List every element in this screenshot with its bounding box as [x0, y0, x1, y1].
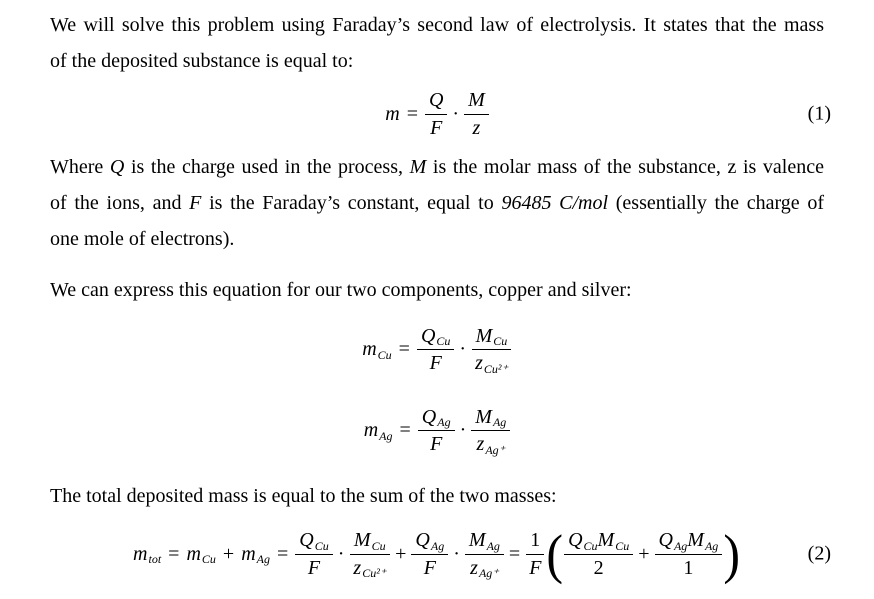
fraction-numerator: [350, 529, 390, 554]
math-var: m: [363, 419, 379, 441]
fraction: [411, 529, 448, 579]
math-var: F: [307, 556, 321, 579]
equals-sign: =: [276, 542, 289, 565]
math-var: F: [529, 556, 542, 579]
text-run: (essentially the charge of: [608, 192, 825, 214]
fraction-denominator: z: [472, 116, 481, 139]
math-var: Q: [420, 324, 436, 347]
equals-sign: =: [406, 102, 418, 125]
math-group: [133, 543, 295, 566]
math-var: Q: [658, 529, 673, 552]
math-var: z: [475, 352, 483, 374]
equation-1-math: [385, 89, 489, 139]
subscript: Ag⁺: [485, 442, 505, 457]
subscript: Ag: [430, 538, 445, 553]
subscript: Cu: [583, 538, 598, 553]
fraction-denominator: 1: [683, 556, 694, 579]
equation-2: [50, 517, 831, 591]
plus-sign: +: [395, 542, 407, 565]
fraction: [418, 406, 455, 456]
subscript: Ag: [437, 415, 451, 430]
fraction-numerator: [472, 325, 512, 350]
fraction-denominator: [471, 350, 512, 374]
middle-dot: ·: [337, 542, 345, 565]
fraction-numerator: [411, 529, 448, 554]
math-var: m: [241, 542, 256, 565]
fraction: [417, 325, 454, 375]
plus-sign: +: [638, 542, 650, 565]
fraction-numerator: 1: [526, 529, 544, 554]
fraction-numerator: Q: [425, 89, 447, 114]
subscript: Cu: [371, 538, 386, 553]
equation-cu-math: [362, 325, 512, 375]
paragraph-2-line-1: [50, 149, 824, 185]
subscript: Cu: [493, 334, 508, 349]
fraction: [564, 529, 633, 579]
fraction-numerator: [417, 325, 454, 350]
fraction-denominator: [426, 431, 446, 455]
equals-sign: =: [168, 542, 180, 565]
fraction-numerator: [295, 529, 332, 554]
equals-sign: =: [398, 338, 410, 360]
paragraph-2-line-3: [50, 221, 824, 257]
math-var: F: [423, 556, 436, 579]
equation-2-math: [133, 523, 741, 585]
fraction: [295, 529, 332, 579]
fraction: [471, 406, 510, 456]
math-var: M: [468, 529, 486, 552]
middle-dot: ·: [459, 419, 467, 441]
math-var: z: [470, 556, 478, 579]
paragraph-4-line-1: The total deposited mass is equal to the sum of the two masses:: [50, 485, 557, 507]
equation-cu: [50, 309, 824, 390]
text-run: Where: [50, 156, 110, 178]
subscript: Ag: [704, 538, 719, 553]
math-var: Q: [415, 529, 430, 552]
fraction: [465, 529, 504, 579]
math-var: F: [429, 352, 442, 374]
math-var: m: [385, 102, 400, 125]
subscript: Cu: [615, 538, 630, 553]
equation-ag-math: [364, 406, 511, 456]
subscript: Cu²⁺: [483, 361, 508, 376]
paragraph-2-line-2: [50, 185, 824, 221]
subscript: Ag: [256, 552, 270, 567]
text-run: is the charge used in the process,: [124, 156, 410, 178]
fraction-numerator: [465, 529, 504, 554]
fraction-numerator: [564, 529, 633, 554]
fraction-denominator: [525, 555, 545, 579]
fraction: [349, 529, 390, 579]
math-var: z: [476, 433, 485, 455]
subscript: Cu: [201, 552, 216, 567]
fraction-numerator: [655, 529, 723, 554]
math-var: m: [362, 338, 377, 360]
subscript: Ag: [492, 415, 507, 430]
middle-dot: ·: [453, 542, 460, 565]
equals-sign: =: [508, 542, 521, 565]
math-var: Q: [299, 529, 314, 552]
math-var: Q: [421, 405, 437, 428]
subscript: Ag⁺: [478, 566, 499, 581]
text-run: is the molar mass of the substance, z is valence: [426, 156, 824, 178]
fraction: [425, 89, 447, 139]
math-var: M: [597, 529, 615, 552]
fraction: [464, 89, 489, 139]
subscript: Cu²⁺: [362, 566, 387, 581]
open-paren: (: [546, 523, 564, 585]
equals-sign: =: [399, 419, 411, 441]
fraction-denominator: [304, 555, 324, 579]
subscript: tot: [148, 552, 162, 567]
math-var: M: [475, 405, 492, 428]
math-var: Q: [568, 529, 583, 552]
equation-number: (1): [807, 102, 831, 125]
fraction-denominator: 2: [593, 556, 604, 579]
fraction-denominator: [473, 431, 509, 455]
text-run: one mole of electrons).: [50, 228, 235, 250]
subscript: Ag: [379, 428, 393, 443]
equation-1: [50, 81, 831, 147]
plus-sign: +: [222, 542, 235, 565]
math-var: z: [353, 556, 362, 579]
math-var: F: [430, 433, 443, 455]
fraction-numerator: [418, 406, 455, 431]
fraction-denominator: [420, 555, 440, 579]
fraction-denominator: [349, 555, 390, 579]
equation-number: (2): [807, 542, 831, 565]
subscript: Cu: [314, 538, 329, 553]
subscript: Cu: [377, 347, 392, 362]
paragraph-3-line-1: We can express this equation for our two components, copper and silver:: [50, 279, 632, 301]
equation-ag: [50, 390, 824, 471]
text-run-italic: M: [409, 156, 427, 178]
paragraph-1-line-2: of the deposited substance is equal to:: [50, 50, 354, 72]
math-var: M: [687, 529, 704, 552]
text-run-italic: Q: [109, 156, 125, 178]
middle-dot: ·: [459, 338, 467, 360]
fraction-numerator: [471, 406, 510, 431]
math-group: [364, 419, 418, 442]
fraction: [471, 325, 512, 375]
math-var: M: [475, 324, 493, 347]
subscript: Ag: [673, 538, 688, 553]
close-paren: ): [723, 523, 740, 585]
math-var: M: [353, 529, 371, 552]
text-run: of the ions, and: [50, 192, 190, 214]
fraction-denominator: [466, 555, 502, 579]
subscript: Ag: [486, 538, 500, 553]
fraction-denominator: F: [430, 116, 443, 139]
fraction: [525, 529, 545, 579]
math-var: m: [133, 542, 148, 565]
text-run: is the Faraday’s constant, equal to: [201, 192, 502, 214]
fraction-numerator: M: [464, 89, 489, 114]
text-run-italic: 96485 C/mol: [501, 192, 609, 214]
paragraph-1-line-1: We will solve this problem using Faraday’s second law of electrolysis. It states that the mass: [50, 14, 824, 36]
math-var: m: [186, 542, 201, 565]
subscript: Cu: [436, 334, 451, 349]
math-group: [362, 338, 417, 361]
middle-dot: ·: [452, 102, 460, 125]
text-run-italic: F: [189, 192, 202, 214]
fraction-denominator: [426, 350, 446, 374]
math-group: [385, 103, 425, 126]
fraction: [655, 529, 723, 579]
